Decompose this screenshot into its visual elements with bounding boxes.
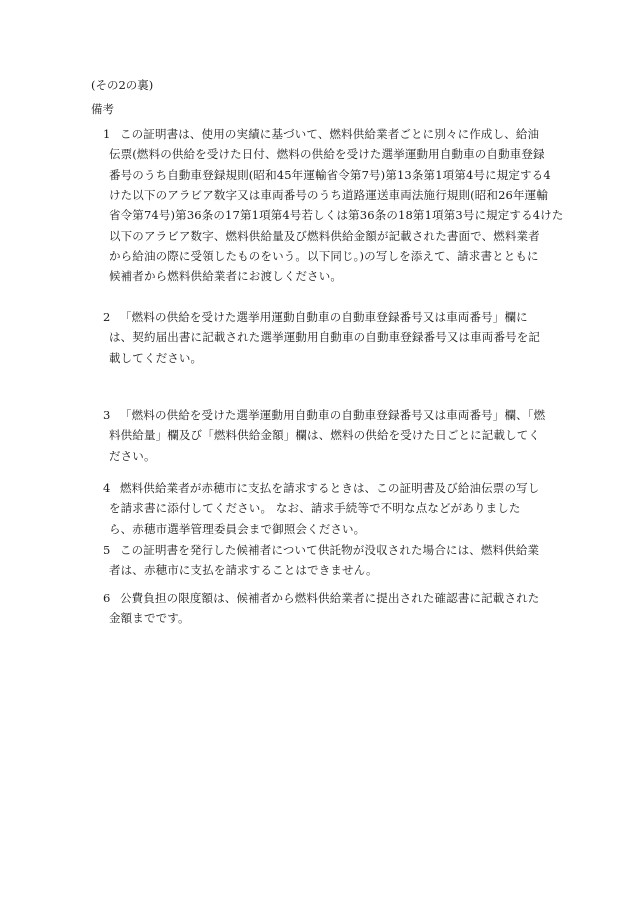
document-subtitle: (その2の裏): [91, 78, 154, 92]
note-text-line: けた以下のアラビア数字又は車両番号のうち道路運送車両法施行規則(昭和26年運輸: [109, 187, 548, 202]
note-text-line: 公費負担の限度額は、候補者から燃料供給業者に提出された確認書に記載された: [120, 591, 540, 605]
note-text-line: 候補者から燃料供給業者にお渡しください。: [109, 269, 342, 284]
note-text-line: 料供給量」欄及び「燃料供給金額」欄は、燃料の供給を受けた日ごとに記載してく: [109, 428, 541, 443]
note-text-line: この証明書を発行した候補者について供託物が没収された場合には、燃料供給業: [120, 543, 540, 557]
note-number: 4: [103, 481, 111, 495]
note-text-line: 「燃料の供給を受けた選挙運動用自動車の自動車登録番号又は車両番号」欄、「燃: [120, 408, 546, 422]
section-title: 備考: [91, 102, 114, 116]
note-number: 6: [103, 591, 111, 605]
note-text-line: 以下のアラビア数字、燃料供給量及び燃料供給金額が記載された書面で、燃料業者: [109, 228, 540, 243]
note-text-line: は、契約届出書に記載された選挙運動用自動車の自動車登録番号又は車両番号を記: [109, 330, 541, 345]
note-text-line: ださい。: [109, 448, 156, 463]
note-text-line: 金額までです。: [109, 611, 190, 626]
note-number: 2: [103, 310, 111, 324]
note-text-line: 省令第74号)第36条の17第1項第4号若しくは第36条の18第1項第3号に規定する4けた: [109, 208, 564, 223]
note-text-line: 燃料供給業者が赤穂市に支払を請求するときは、この証明書及び給油伝票の写し: [120, 481, 540, 495]
note-text-line: ら、赤穂市選挙管理委員会まで御照会ください。: [109, 521, 366, 536]
note-text-line: を請求書に添付してください。 なお、請求手続等で不明な点などがありました: [109, 501, 521, 516]
note-text-line: 「燃料の供給を受けた選挙用運動自動車の自動車登録番号又は車両番号」欄に: [120, 310, 528, 324]
note-number: 5: [103, 543, 111, 557]
note-text-line: 載してください。: [109, 350, 203, 365]
note-text-line: この証明書は、使用の実績に基づいて、燃料供給業者ごとに別々に作成し、給油: [120, 127, 540, 141]
note-text-line: から給油の際に受領したものをいう。以下同じ。)の写しを添えて、請求書とともに: [109, 248, 539, 263]
note-text-line: 番号のうち自動車登録規則(昭和45年運輸省令第7号)第13条第1項第4号に規定する4: [109, 167, 551, 182]
note-number: 1: [103, 127, 111, 141]
note-text-line: 伝票(燃料の供給を受けた日付、燃料の供給を受けた選挙運動用自動車の自動車登録: [109, 147, 545, 162]
note-text-line: 者は、赤穂市に支払を請求することはできません。: [109, 563, 378, 578]
note-number: 3: [103, 408, 111, 422]
